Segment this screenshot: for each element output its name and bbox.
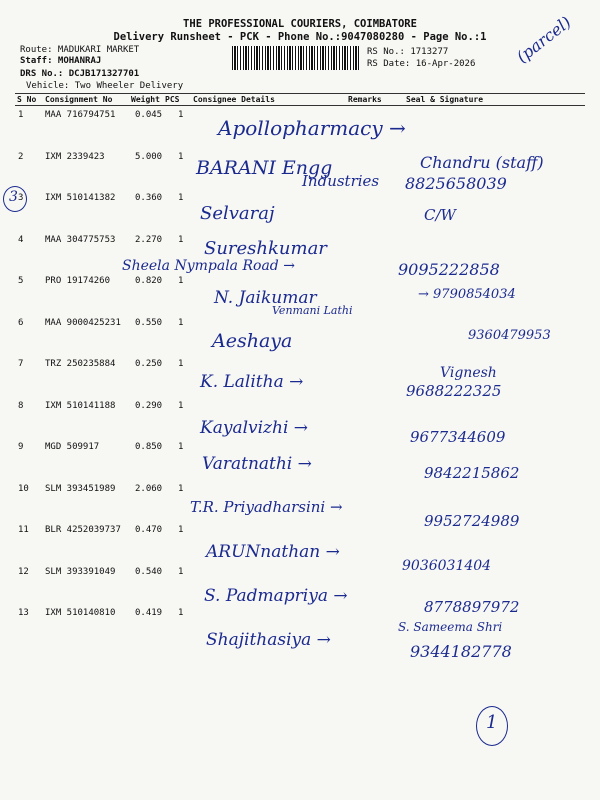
hw-bottom-mark: 1 (486, 712, 498, 733)
row-pcs: 1 (178, 234, 184, 245)
col-consignee: Consignee Details (193, 95, 275, 104)
row-wt: 2.270 (135, 234, 163, 245)
row-cons: MGD 509917 (45, 442, 100, 452)
row-wt: 0.419 (135, 608, 163, 618)
hw-row10-name: T.R. Priyadharsini → (190, 498, 343, 516)
row-pcs: 1 (178, 317, 184, 328)
hw-row2-receiver: Chandru (staff) (420, 153, 544, 172)
row-cons: TRZ 250235884 (45, 359, 116, 369)
hw-row9-phone: 9842215862 (424, 464, 520, 482)
hw-row5-place: Venmani Lathi (272, 304, 353, 317)
row-sno: 9 (18, 442, 24, 452)
col-seal: Seal & Signature (406, 95, 484, 104)
hw-row3-name: Selvaraj (200, 203, 275, 224)
row-wt: 0.290 (135, 400, 163, 411)
row-sno: 4 (18, 234, 24, 245)
row-wt: 5.000 (135, 151, 163, 162)
row-cons: IXM 2339423 (45, 151, 105, 162)
hw-row3-mark: 3 (9, 189, 18, 205)
row-wt: 0.250 (135, 359, 163, 369)
row-wt: 0.470 (135, 525, 163, 535)
row-cons: IXM 510140810 (45, 608, 116, 618)
col-remarks: Remarks (348, 95, 382, 104)
staff-info: Staff: MOHANRAJ (20, 56, 102, 66)
row-cons: BLR 4252039737 (45, 525, 121, 535)
rs-date: RS Date: 16-Apr-2026 (367, 59, 476, 69)
row-cons: PRO 19174260 (45, 276, 111, 286)
row-cons: SLM 393391049 (45, 566, 116, 577)
hw-row8-name: Kayalvizhi → (200, 418, 309, 438)
row-cons: IXM 510141382 (45, 193, 116, 203)
hw-row2-name: BARANI Engg (196, 157, 333, 179)
hw-row2-phone: 8825658039 (405, 174, 507, 193)
col-sno: S No (17, 95, 37, 104)
drs-info: DRS No.: DCJB171327701 (20, 69, 140, 79)
hw-row3-remark: C/W (424, 206, 456, 224)
row-sno: 11 (18, 525, 29, 535)
row-sno: 2 (18, 151, 24, 162)
header-top-rule (15, 93, 585, 94)
row-wt: 0.045 (135, 110, 163, 120)
row-cons: MAA 716794751 (45, 110, 116, 120)
row-pcs: 1 (178, 193, 184, 203)
hw-row11-phone: 9036031404 (402, 558, 492, 574)
hw-row11-name: ARUNnathan → (206, 542, 340, 562)
hw-row7-receiver: Vignesh (440, 365, 497, 381)
row-wt: 0.360 (135, 193, 163, 203)
hw-row6-name: Aeshaya (212, 330, 293, 352)
row-wt: 0.550 (135, 317, 163, 328)
row-cons: SLM 393451989 (45, 483, 116, 494)
hw-row10-phone: 9952724989 (424, 512, 520, 530)
row-wt: 0.850 (135, 442, 163, 452)
hw-row7-name: K. Lalitha → (200, 372, 304, 392)
hw-row8-phone: 9677344609 (410, 428, 506, 446)
row-cons: MAA 304775753 (45, 234, 116, 245)
row-sno: 7 (18, 359, 24, 369)
row-cons: MAA 9000425231 (45, 317, 121, 328)
hw-row9-name: Varatnathi → (202, 454, 312, 474)
hw-row12-phone: 8778897972 (424, 598, 520, 616)
row-sno: 6 (18, 317, 24, 328)
hw-row4-address: Sheela Nympala Road → (122, 258, 295, 274)
row-pcs: 1 (178, 608, 184, 618)
runsheet-subtitle: Delivery Runsheet - PCK - Phone No.:9047080280 - Page No.:1 (113, 31, 487, 43)
row-wt: 0.820 (135, 276, 163, 286)
row-wt: 0.540 (135, 566, 163, 577)
hw-row6-phone: 9360479953 (468, 328, 551, 343)
row-pcs: 1 (178, 151, 184, 162)
row-pcs: 1 (178, 566, 184, 577)
col-weight: Weight (131, 95, 160, 104)
hw-row13-phone: 9344182778 (410, 642, 512, 661)
header-bottom-rule (15, 105, 585, 106)
hw-row4-name: Sureshkumar (204, 238, 327, 259)
company-title: THE PROFESSIONAL COURIERS, COIMBATORE (183, 18, 417, 30)
barcode (232, 46, 360, 70)
row-pcs: 1 (178, 400, 184, 411)
row-pcs: 1 (178, 276, 184, 286)
hw-row5-phone: → 9790854034 (418, 287, 516, 302)
route-info: Route: MADUKARI MARKET (20, 45, 140, 55)
rs-number: RS No.: 1713277 (367, 47, 449, 57)
col-consignment: Consignment No (45, 95, 113, 104)
row-sno: 10 (18, 483, 29, 494)
hw-row13-name: Shajithasiya → (206, 630, 331, 650)
hw-row2-company: Industries (302, 172, 380, 190)
row-sno: 8 (18, 400, 24, 411)
hw-row12-name: S. Padmapriya → (204, 586, 348, 606)
hw-parcel: (parcel) (512, 12, 575, 67)
row-cons: IXM 510141188 (45, 400, 116, 411)
hw-row4-phone: 9095222858 (398, 260, 500, 279)
row-sno: 3 (18, 193, 24, 203)
hw-row1-name: Apollopharmacy → (218, 116, 406, 140)
hw-row7-phone: 9688222325 (406, 382, 502, 400)
row-pcs: 1 (178, 359, 184, 369)
col-pcs: PCS (165, 95, 180, 104)
row-sno: 13 (18, 608, 29, 618)
row-pcs: 1 (178, 525, 184, 535)
row-pcs: 1 (178, 483, 184, 494)
row-pcs: 1 (178, 110, 184, 120)
hw-row13-receiver: S. Sameema Shri (398, 620, 503, 634)
row-sno: 5 (18, 276, 24, 286)
vehicle-info: Vehicle: Two Wheeler Delivery (26, 81, 184, 91)
row-wt: 2.060 (135, 483, 163, 494)
row-sno: 1 (18, 110, 24, 120)
row-sno: 12 (18, 566, 29, 577)
hw-row5-name: N. Jaikumar (214, 288, 317, 308)
row-pcs: 1 (178, 442, 184, 452)
